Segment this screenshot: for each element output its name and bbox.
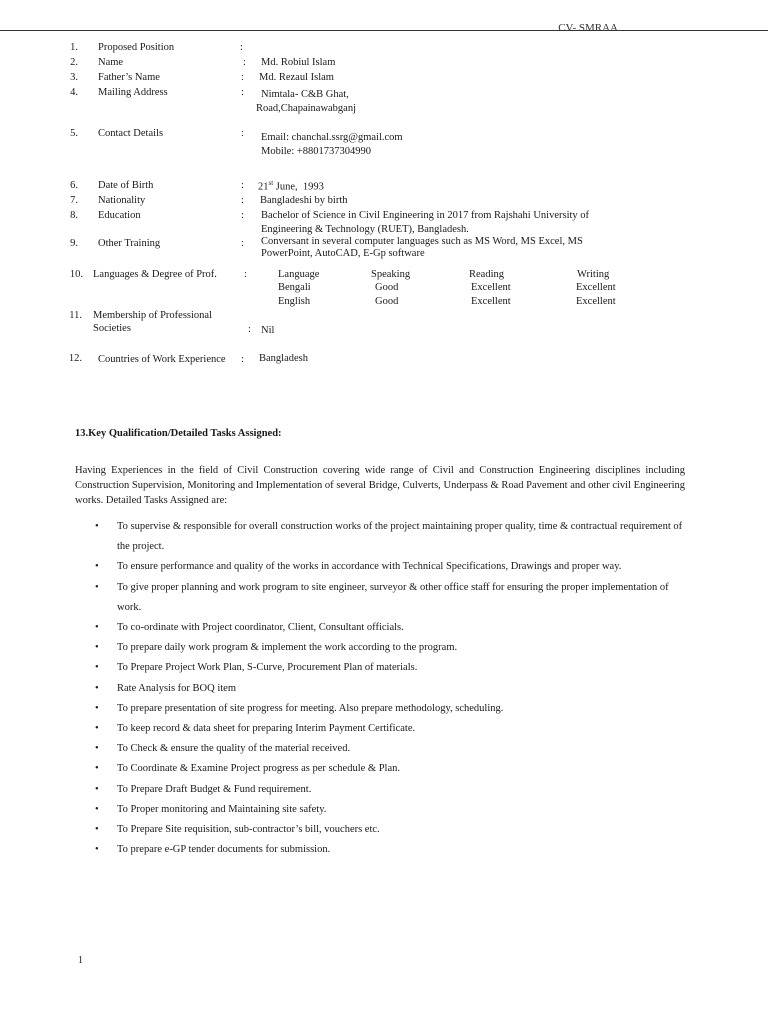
task-text: Rate Analysis for BOQ item [117, 682, 236, 694]
list-item [95, 578, 695, 618]
task-text: To prepare daily work program & implement the work according to the program. [117, 642, 458, 654]
field-label: Education [98, 210, 141, 221]
task-list [95, 517, 695, 860]
list-item [95, 557, 695, 577]
field-label: Contact Details [98, 128, 164, 139]
field-label-line2: Societies [93, 323, 131, 334]
field-colon: : [240, 42, 243, 53]
task-text: To give proper planning and work program to site engineer, surveyor & other office staff for ensuring the proper implementation of work. [117, 581, 669, 613]
field-number: 3. [70, 72, 78, 83]
languages-header: Speaking [371, 269, 411, 280]
list-item [95, 780, 695, 800]
bullet-icon: • [95, 743, 99, 755]
task-text: To Proper monitoring and Maintaining site safety. [117, 803, 327, 815]
list-item [95, 840, 695, 860]
field-label: Membership of Professional [93, 310, 212, 321]
header-title: CV- SMRAA [558, 22, 618, 30]
field-value: Bachelor of Science in Civil Engineering in 2017 from Rajshahi University of [261, 210, 590, 221]
list-item [95, 699, 695, 719]
field-colon: : [241, 87, 244, 98]
list-item [95, 820, 695, 840]
contact-mobile: Mobile: +8801737304990 [261, 146, 372, 157]
field-number: 6. [70, 180, 78, 191]
list-item [95, 517, 695, 557]
field-colon: : [241, 72, 244, 83]
field-colon: : [241, 195, 244, 206]
field-number: 11. [69, 310, 82, 321]
list-item [95, 739, 695, 759]
task-text: To Coordinate & Examine Project progress as per schedule & Plan. [117, 763, 400, 775]
bullet-icon: • [95, 783, 99, 795]
languages-cell: Good [375, 282, 399, 293]
bullet-icon: • [95, 824, 99, 836]
field-number: 2. [70, 57, 78, 68]
field-label: Other Training [98, 238, 161, 249]
field-label: Father’s Name [98, 72, 160, 83]
languages-header: Language [278, 269, 320, 280]
page-number: 1 [78, 955, 83, 966]
field-number: 9. [70, 238, 78, 249]
field-number: 8. [70, 210, 78, 221]
list-item [95, 759, 695, 779]
field-colon: : [241, 128, 244, 139]
header-divider [0, 30, 768, 31]
field-value: Md. Robiul Islam [261, 57, 336, 68]
dob-ordinal: st [268, 179, 274, 187]
list-item [95, 618, 695, 638]
languages-cell: Excellent [576, 282, 616, 293]
bullet-icon: • [95, 844, 99, 856]
field-colon: : [241, 354, 244, 365]
bullet-icon: • [95, 702, 99, 714]
field-value: Nimtala- C&B Ghat, [261, 89, 349, 100]
section-title: 13.Key Qualification/Detailed Tasks Assigned: [75, 428, 282, 439]
task-text: To prepare e-GP tender documents for submission. [117, 844, 331, 856]
field-colon: : [241, 210, 244, 221]
task-text: To keep record & data sheet for preparing Interim Payment Certificate. [117, 723, 416, 735]
languages-cell: English [278, 296, 311, 307]
languages-header: Writing [577, 269, 610, 280]
dob-day: 21 [258, 181, 269, 193]
bullet-icon: • [95, 521, 99, 532]
task-text: To Prepare Site requisition, sub-contractor’s bill, vouchers etc. [117, 824, 380, 836]
field-number: 1. [70, 42, 78, 53]
bullet-icon: • [95, 561, 99, 573]
field-value-line2: Engineering & Technology (RUET), Bangladesh. [261, 224, 469, 235]
list-item [95, 679, 695, 699]
list-item [95, 800, 695, 820]
bullet-icon: • [95, 662, 99, 674]
bullet-icon: • [95, 682, 99, 694]
languages-cell: Excellent [471, 296, 511, 307]
task-text: To co-ordinate with Project coordinator, Client, Consultant officials. [117, 622, 404, 634]
field-value [258, 179, 324, 194]
field-value-line2: Road,Chapainawabganj [256, 103, 357, 114]
field-label: Date of Birth [98, 180, 154, 191]
bullet-icon: • [95, 581, 99, 593]
task-text: To Check & ensure the quality of the material received. [117, 743, 351, 755]
field-colon: : [241, 180, 244, 191]
task-text: To Prepare Draft Budget & Fund requirement. [117, 783, 312, 795]
field-value: Conversant in several computer languages such as MS Word, MS Excel, MS [261, 236, 583, 247]
field-colon: : [243, 57, 246, 68]
field-value: Md. Rezaul Islam [259, 72, 334, 83]
field-label: Nationality [98, 195, 146, 206]
task-text: To Prepare Project Work Plan, S-Curve, Procurement Plan of materials. [117, 662, 418, 674]
field-number: 5. [70, 128, 78, 139]
field-number: 7. [70, 195, 78, 206]
field-value: Bangladeshi by birth [260, 195, 348, 206]
bullet-icon: • [95, 763, 99, 775]
languages-header: Reading [469, 269, 504, 280]
field-value: Nil [261, 325, 275, 336]
qualification-paragraph: Having Experiences in the field of Civil Construction covering wide range of Civil and Construction Engineering disciplines including Construction Supervision, Monitoring and Implementation of several Bridge, Culverts, Underpass & Road Pavement and other civil Engineering works. Detailed Tasks Assigned are: [75, 465, 685, 506]
field-value: Bangladesh [259, 353, 308, 364]
task-text: To prepare presentation of site progress for meeting. Also prepare methodology, scheduling. [117, 702, 504, 714]
field-number: 4. [70, 87, 78, 98]
list-item [95, 719, 695, 739]
list-item [95, 638, 695, 658]
bullet-icon: • [95, 642, 99, 654]
languages-cell: Good [375, 296, 399, 307]
field-colon: : [241, 238, 244, 249]
field-label: Proposed Position [98, 42, 175, 53]
field-value-line2: PowerPoint, AutoCAD, E-Gp software [261, 248, 425, 259]
contact-email: Email: chanchal.ssrg@gmail.com [261, 132, 403, 143]
field-label: Languages & Degree of Prof. [93, 269, 217, 280]
task-text: To supervise & responsible for overall construction works of the project maintaining proper quality, time & contractual requirement of the project. [117, 521, 683, 553]
bullet-icon: • [95, 622, 99, 634]
list-item [95, 658, 695, 678]
dob-rest: June, 1993 [273, 181, 324, 193]
field-number: 10. [69, 269, 83, 280]
field-number: 12. [68, 353, 82, 364]
languages-cell: Excellent [576, 296, 616, 307]
field-label: Mailing Address [98, 87, 168, 98]
bullet-icon: • [95, 723, 99, 735]
task-text: To ensure performance and quality of the works in accordance with Technical Specifications, Drawings and proper way. [117, 561, 622, 573]
languages-cell: Excellent [471, 282, 511, 293]
field-label: Name [98, 57, 124, 68]
field-colon: : [244, 269, 247, 280]
field-colon: : [248, 324, 251, 335]
field-label: Countries of Work Experience [98, 354, 226, 365]
bullet-icon: • [95, 803, 99, 815]
languages-cell: Bengali [278, 282, 311, 293]
